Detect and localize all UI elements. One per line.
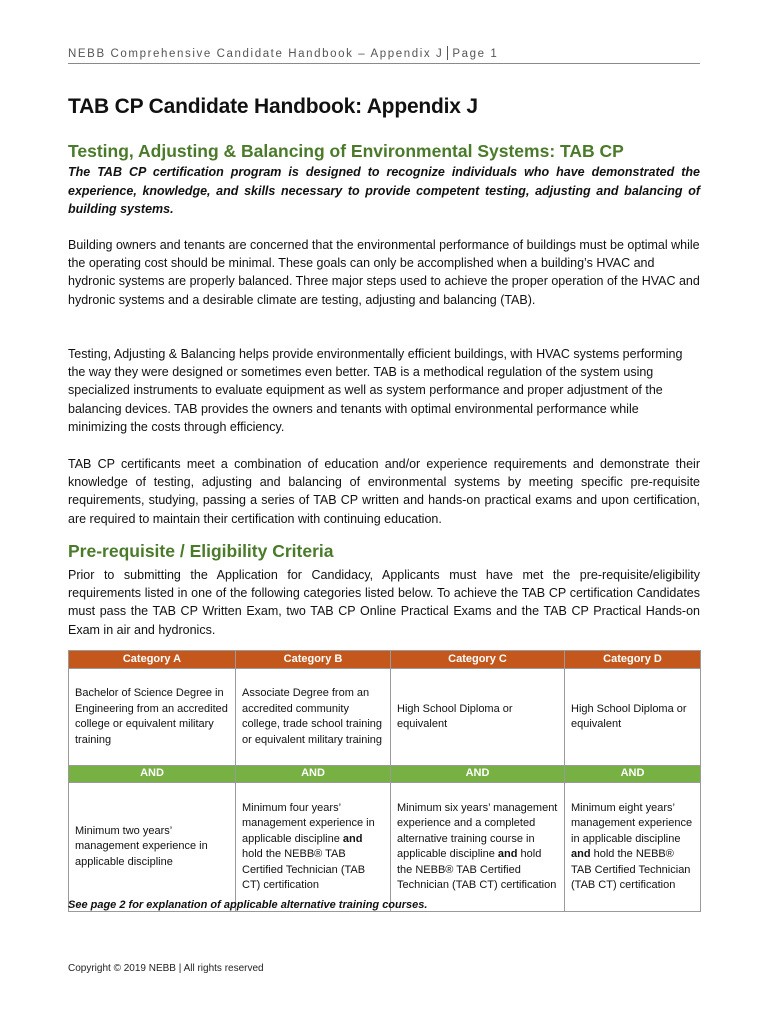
education-cell-b: Associate Degree from an accredited community college, trade school training or equivalent military training (236, 669, 391, 766)
header-category-d: Category D (565, 651, 701, 669)
paragraph-certificants: TAB CP certificants meet a combination of education and/or experience requirements and demonstrate their knowledge of testing, adjusting and balancing of environmental systems by meeting specific pre-requisite requirements, studying, passing a series of TAB CP written and hands-on practical exams and upon certification, are required to maintain their certification with continuing education. (68, 457, 700, 526)
paragraph-tab-benefits: Testing, Adjusting & Balancing helps provide environmentally efficient buildings, with HVAC systems performing the way they were designed or sometimes even better. TAB is a methodical regulation of the system using specialized instruments to evaluate equipment as well as system performance and proper adjustment of the balancing devices. TAB provides the owners and tenants with optimal environmental performance while minimizing the costs through efficiency. (68, 347, 683, 434)
paragraph-building-owners: Building owners and tenants are concerned that the environmental performance of buildings must be optimal while the operating cost should be minimal. These goals can only be accomplished when a building’s HVAC and hydronic systems are properly balanced. Three major steps used to achieve the proper operation of the HVAC and hydronic systems and a desirable climate are testing, adjusting and balancing (TAB). (68, 238, 700, 307)
table-header-row (69, 651, 701, 669)
section-heading-tab-cp: Testing, Adjusting & Balancing of Environmental Systems: TAB CP (68, 141, 624, 161)
eligibility-table (68, 650, 701, 912)
page-title: TAB CP Candidate Handbook: Appendix J (68, 95, 478, 118)
education-cell-d: High School Diploma or equivalent (565, 669, 701, 766)
header-category-c: Category C (391, 651, 565, 669)
table-footnote: See page 2 for explanation of applicable alternative training courses. (68, 899, 428, 911)
experience-cell-a: Minimum two years’ management experience in applicable discipline (69, 783, 236, 912)
education-row (69, 669, 701, 766)
paragraph-eligibility: Prior to submitting the Application for Candidacy, Applicants must have met the pre-requisite/eligibility requirements listed in one of the following categories listed below. To achieve the TAB CP certification Candidates must pass the TAB CP Written Exam, two TAB CP Online Practical Exams and the TAB CP Practical Hands-on Exam in air and hydronics. (68, 568, 700, 637)
experience-cell-d: Minimum eight years’ management experience in applicable discipline and hold the NEBB® TAB Certified Technician (TAB CT) certification (565, 783, 701, 912)
header-title: NEBB Comprehensive Candidate Handbook – Appendix J (68, 48, 444, 60)
experience-cell-c: Minimum six years’ management experience and a completed alternative training course in applicable discipline and hold the NEBB® TAB Certified Technician (TAB CT) certification (391, 783, 565, 912)
header-separator (447, 46, 448, 60)
and-cell: AND (69, 766, 236, 783)
education-cell-a: Bachelor of Science Degree in Engineering from an accredited college or equivalent military training (69, 669, 236, 766)
header-page-number: Page 1 (452, 48, 499, 60)
header-category-a: Category A (69, 651, 236, 669)
section-heading-eligibility: Pre-requisite / Eligibility Criteria (68, 541, 334, 561)
and-cell: AND (565, 766, 701, 783)
and-cell: AND (391, 766, 565, 783)
experience-row (69, 783, 701, 912)
copyright-footer: Copyright © 2019 NEBB | All rights reserved (68, 963, 264, 974)
and-row (69, 766, 701, 783)
running-header (68, 46, 700, 64)
experience-cell-b: Minimum four years’ management experience in applicable discipline and hold the NEBB® TAB Certified Technician (TAB CT) certification (236, 783, 391, 912)
and-cell: AND (236, 766, 391, 783)
intro-lead: The TAB CP certification program is designed to recognize individuals who have demonstrated the experience, knowledge, and skills necessary to provide competent testing, adjusting and balancing of building systems. (68, 165, 700, 216)
education-cell-c: High School Diploma or equivalent (391, 669, 565, 766)
header-category-b: Category B (236, 651, 391, 669)
